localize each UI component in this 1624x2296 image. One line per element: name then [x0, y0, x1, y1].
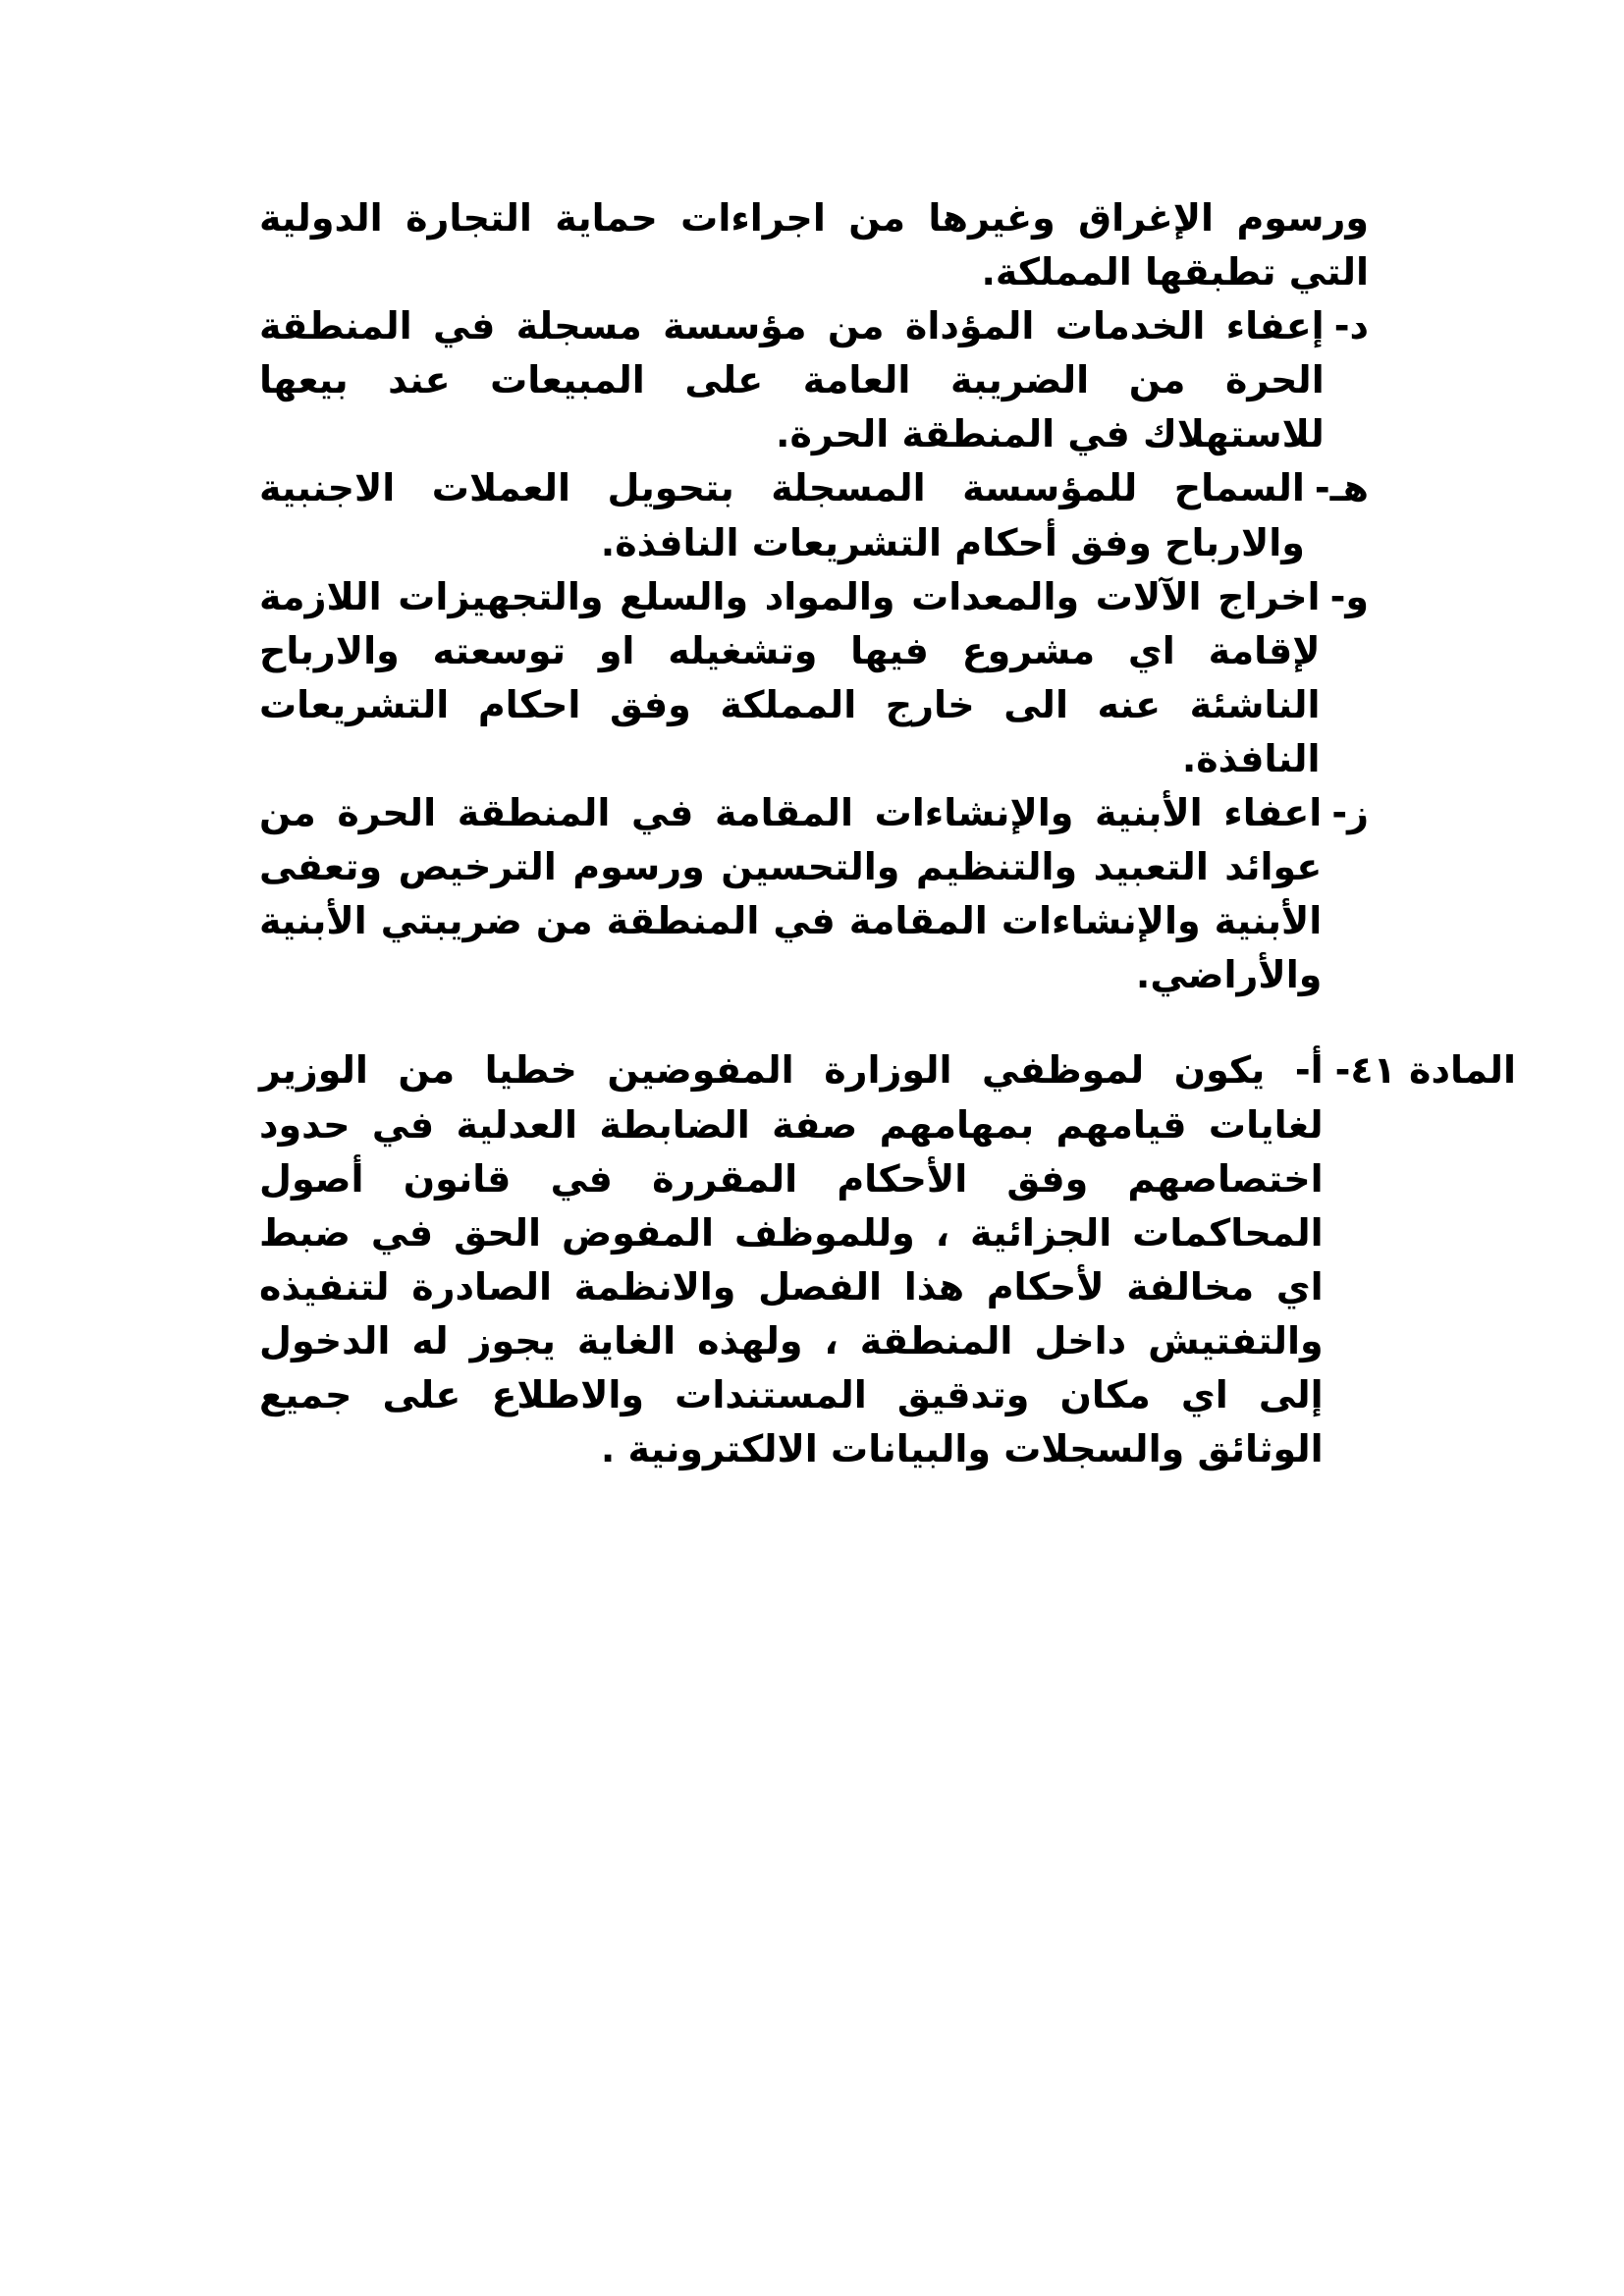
- article-41-text: أ- يكون لموظفي الوزارة المفوضين خطيا من الوزير لغايات قيامهم بمهامهم صفة الضابطة العدلية في حدود اختصاصهم وفق الأحكام المقررة في قانون أصول المحاكمات الجزائية ، وللموظف المفوض الحق في ضبط اي مخالفة لأحكام هذا الفصل والانظمة الصادرة لتنفيذه والتفتيش داخل المنطقة ، ولهذه الغاية يجوز له الدخول إلى اي مكان وتدقيق المستندات والاطلاع على جميع الوثائق والسجلات والبيانات الالكترونية .: [259, 1048, 1324, 1471]
- article-41: [259, 1043, 1516, 1476]
- list-item: [259, 786, 1369, 1002]
- list-continuation: ورسوم الإغراق وغيرها من اجراءات حماية التجارة الدولية التي تطبقها المملكة.: [259, 196, 1369, 294]
- list-item-text: إعفاء الخدمات المؤداة من مؤسسة مسجلة في المنطقة الحرة من الضريبة العامة على المبيعات عند بيعها للاستهلاك في المنطقة الحرة.: [259, 304, 1325, 456]
- article-41-label: المادة ٤١-: [1334, 1048, 1516, 1093]
- list-item-label: و-: [1329, 574, 1369, 618]
- list-item-text: اخراج الآلات والمعدات والمواد والسلع والتجهيزات اللازمة لإقامة اي مشروع فيها وتشغيله او توسعته والارباح الناشئة عنه الى خارج المملكة وفق احكام التشريعات النافذة.: [259, 574, 1321, 780]
- list-item: [259, 461, 1369, 569]
- list-item: [259, 570, 1369, 786]
- list-item-text: اعفاء الأبنية والإنشاءات المقامة في المنطقة الحرة من عوائد التعبيد والتنظيم والتحسين ورسوم الترخيص وتعفى الأبنية والإنشاءات المقامة في المنطقة من ضريبتي الأبنية والأراضي.: [259, 791, 1323, 997]
- document-page: [259, 191, 1516, 1476]
- list-item: [259, 299, 1369, 461]
- list-item-label: هـ-: [1314, 466, 1369, 510]
- list-item-text: السماح للمؤسسة المسجلة بتحويل العملات الاجنبية والارباح وفق أحكام التشريعات النافذة.: [259, 466, 1305, 564]
- list-item-label: د-: [1333, 304, 1369, 348]
- list-item-label: ز-: [1331, 791, 1369, 835]
